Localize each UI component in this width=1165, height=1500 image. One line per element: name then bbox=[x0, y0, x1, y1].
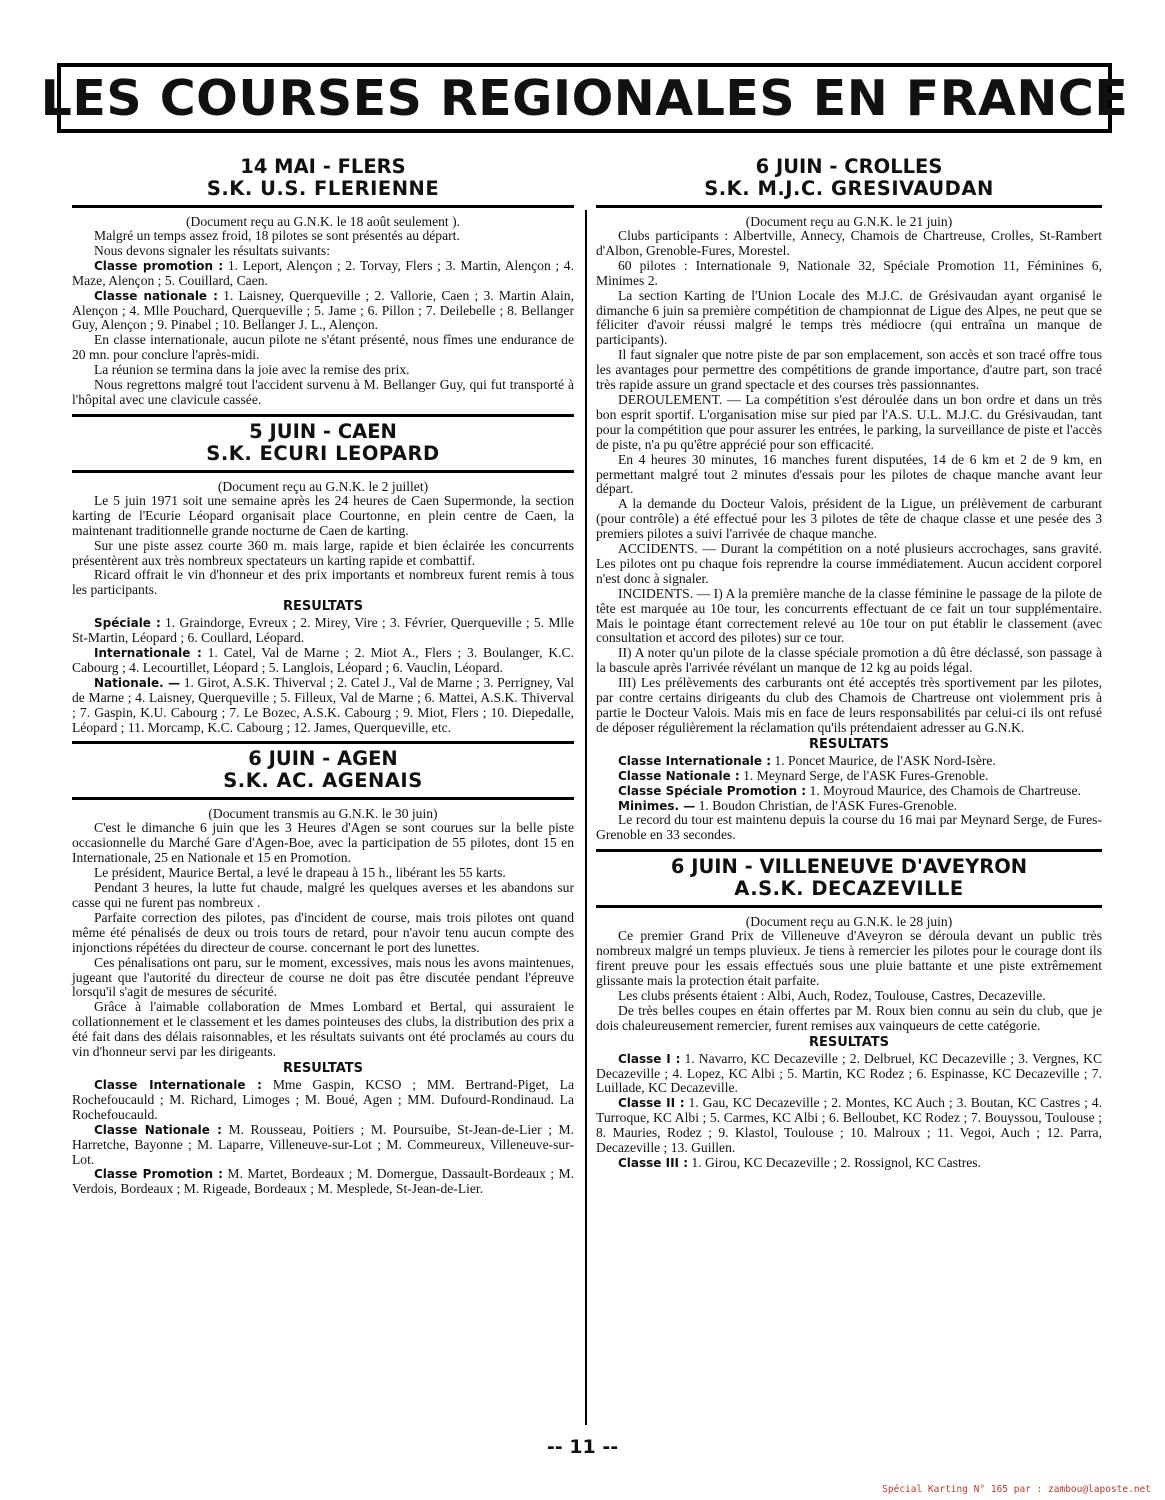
article-caen bbox=[72, 421, 574, 736]
class-results: M. Martet, Bordeaux ; M. Domergue, Dassault-Bordeaux ; M. Verdois, Bordeaux ; M. Rigeade, Bordeaux ; M. Mesplede, St-Jean-de-Lier. bbox=[72, 1166, 575, 1197]
divider bbox=[596, 905, 1102, 908]
article-date: 6 JUIN - AGEN bbox=[248, 747, 398, 771]
result-line bbox=[72, 1078, 574, 1123]
paragraph: A la demande du Docteur Valois, président de la Ligue, un prélèvement de carburant (pour contrôle) a été effectué pour les 3 pilotes de tête de chaque classe et une pesée des 3 premiers pilotes a suivi l'arrivée de chaque manche. bbox=[596, 496, 1102, 542]
paragraph: II) A noter qu'un pilote de la classe spéciale promotion a dû être déclassé, son passage à la bascule après l'arrivée révélant un manque de 12 kg au poids légal. bbox=[596, 645, 1102, 676]
paragraph: Nous regrettons malgré tout l'accident survenu à M. Bellanger Guy, qui fut transporté à l'hôpital avec une clavicule cassée. bbox=[72, 377, 574, 407]
article-club: S.K. ECURI LEOPARD bbox=[206, 441, 440, 465]
class-label: Classe Promotion : bbox=[94, 1167, 223, 1182]
page-title-banner bbox=[40, 63, 1129, 133]
article-heading bbox=[72, 421, 574, 465]
article-heading bbox=[72, 150, 574, 200]
article-agen bbox=[72, 748, 574, 1197]
class-results: 1. Leport, Alençon ; 2. Torvay, Flers ; 3. Martin, Alençon ; 4. Maze, Alençon ; 5. Couillard, Caen. bbox=[72, 257, 575, 288]
class-results: 1. Graindorge, Evreux ; 2. Mirey, Vire ; 3. Février, Querqueville ; 5. Mlle St-Martin, Léopard ; 6. Coullard, Léopard. bbox=[72, 615, 574, 646]
class-label: Minimes. — bbox=[618, 798, 696, 813]
paragraph: La section Karting de l'Union Locale des M.J.C. de Grésivaudan ayant organisé le dimanche 6 juin sa première compétition de championnat de Ligue des Alpes, ne peut que se féliciter d'avoir réussi malgré le temps très médiocre (qui entraîna un manque de participants). bbox=[596, 287, 1102, 348]
paragraph: Le record du tour est maintenu depuis la course du 16 mai par Meynard Serge, de Fures-Grenoble en 33 secondes. bbox=[596, 812, 1102, 843]
article-flers bbox=[72, 150, 574, 408]
result-line bbox=[72, 1167, 574, 1197]
divider bbox=[72, 470, 574, 473]
class-results: 1. Moyroud Maurice, des Chamois de Chartreuse. bbox=[806, 782, 1081, 798]
result-line bbox=[596, 769, 1102, 784]
page-number: -- 11 -- bbox=[546, 1436, 619, 1458]
result-line bbox=[596, 754, 1102, 769]
class-label: Internationale : bbox=[94, 646, 202, 661]
result-line bbox=[596, 1096, 1102, 1156]
paragraph: De très belles coupes en étain offertes par M. Roux bien connu au sein du club, que je dois chaleureusement remercier, furent remises aux vainqueurs de cette catégorie. bbox=[596, 1002, 1102, 1033]
paragraph: C'est le dimanche 6 juin que les 3 Heures d'Agen se sont courues sur la belle piste occasionnelle du Marché Gare d'Agen-Boe, avec la participation de 55 pilotes, dont 15 en Internationale, 25 en Nationale et 15 en Promotion. bbox=[72, 820, 574, 866]
divider bbox=[596, 205, 1102, 208]
class-label: Classe Nationale : bbox=[94, 1122, 222, 1137]
class-label: Spéciale : bbox=[94, 616, 161, 631]
class-results: 1. Laisney, Querqueville ; 2. Vallorie, Caen ; 3. Martin Alain, Alençon ; 4. Mlle Pouchard, Querqueville ; 5. Jame ; 6. Pillon ; 7. Deilebelle ; 8. Bellanger Guy, Alençon ; 9. Pinabel ; 10. Bellanger J. L., Alençon. bbox=[72, 287, 574, 333]
paragraph: Ricard offrait le vin d'honneur et des prix importants et nombreux furent remis à tous les participants. bbox=[72, 567, 574, 598]
class-label: Nationale. — bbox=[94, 675, 181, 690]
divider bbox=[72, 797, 574, 800]
results-heading: RESULTATS bbox=[808, 736, 890, 752]
article-club: S.K. U.S. FLERIENNE bbox=[206, 177, 440, 200]
result-line bbox=[72, 1123, 574, 1168]
class-label: Classe nationale : bbox=[94, 288, 218, 303]
article-club: S.K. AC. AGENAIS bbox=[223, 769, 423, 793]
divider bbox=[72, 741, 574, 744]
paragraph: III) Les prélèvements des carburants ont été acceptés très sportivement par les pilotes, par contre certains dirigeants du club des Chamois de Chartreuse ont violemment pris à partie le Docteur Valois. Mais mis en face de leurs responsabilités par celui-ci ils ont refusé de déposer régulièrement la réclamation qu'ils prétendaient adresser au G.N.K. bbox=[596, 675, 1102, 735]
paragraph: 60 pilotes : Internationale 9, Nationale 32, Spéciale Promotion 11, Féminines 6, Minimes 2. bbox=[596, 257, 1102, 288]
article-source: (Document transmis au G.N.K. le 30 juin) bbox=[208, 806, 438, 822]
article-heading bbox=[596, 856, 1102, 900]
result-line bbox=[72, 646, 574, 676]
paragraph: INCIDENTS. — I) A la première manche de la classe féminine le passage de la pilote de tête est marquée au 10e tour, les concurrents effectuant de ce fait un tour supplémentaire. Mais le pointage étant correctement relevé au 10e tour on put établir le classement (avec consultation et accord des pilotes) sur ce tour. bbox=[596, 585, 1102, 646]
right-column bbox=[596, 150, 1102, 1177]
paragraph: Parfaite correction des pilotes, pas d'incident de course, mais trois pilotes ont quand même été pénalisés de deux ou trois tours de retard, pour n'avoir tenu aucun compte des injonctions répétées du directeur de course. concernant le port des lunettes. bbox=[72, 909, 574, 955]
class-label: Classe Internationale : bbox=[618, 753, 772, 768]
class-results: 1. Girot, A.S.K. Thiverval ; 2. Catel J., Val de Marne ; 3. Perrigney, Val de Marne ; 4. Laisney, Querqueville ; 5. Filleux, Val de Marne ; 6. Mattei, A.S.K. Thiverval ; 7. Gaspin, K.U. Cabourg ; 7. Le Bozec, A.S.K. Cabourg ; 9. Miot, Flers ; 10. Diepedalle, Léopard ; 11. Morcamp, K.C. Cabourg ; 12. James, Querqueville, etc. bbox=[72, 674, 574, 735]
paragraph: DEROULEMENT. — La compétition s'est déroulée dans un bon ordre et dans un très bon esprit sportif. L'organisation mise sur pied par l'A.S. U.L. M.J.C. du Grésivaudan, tant pour la compétition que pour assurer les entrées, le parking, la surveillance de piste et l'accès de piste, n'a pu qu'être apprécié pour son efficacité. bbox=[596, 391, 1102, 452]
paragraph: La réunion se termina dans la joie avec la remise des prix. bbox=[94, 362, 410, 378]
class-label: Classe II : bbox=[618, 1096, 685, 1111]
result-line bbox=[596, 1052, 1102, 1097]
class-results: 1. Poncet Maurice, de l'ASK Nord-Isère. bbox=[771, 752, 996, 768]
result-line bbox=[596, 799, 1102, 814]
paragraph: Les clubs présents étaient : Albi, Auch, Rodez, Toulouse, Castres, Decazeville. bbox=[618, 987, 1046, 1003]
article-date: 6 JUIN - CROLLES bbox=[755, 155, 943, 178]
article-crolles bbox=[596, 150, 1102, 843]
result-line bbox=[72, 289, 574, 334]
article-source: (Document reçu au G.N.K. le 21 juin) bbox=[745, 214, 953, 229]
paragraph: En classe internationale, aucun pilote ne s'étant présenté, nous fîmes une endurance de 20 mn. pour conclure l'après-midi. bbox=[72, 332, 574, 363]
class-label: Classe Nationale : bbox=[618, 768, 740, 783]
paragraph: Le président, Maurice Bertal, a levé le drapeau à 15 h., libérant les 55 karts. bbox=[94, 865, 506, 881]
class-label: Classe III : bbox=[618, 1155, 688, 1170]
class-results: 1. Catel, Val de Marne ; 2. Miot A., Flers ; 3. Boulanger, K.C. Cabourg ; 4. Lecourtillet, Léopard ; 5. Langlois, Léopard ; 6. Vauclin, Léopard. bbox=[72, 645, 575, 675]
results-heading: RESULTATS bbox=[808, 1034, 890, 1050]
class-results: 1. Girou, KC Decazeville ; 2. Rossignol, KC Castres. bbox=[688, 1154, 981, 1170]
article-source: (Document reçu au G.N.K. le 2 juillet) bbox=[217, 478, 429, 494]
article-club: A.S.K. DECAZEVILLE bbox=[734, 877, 964, 901]
class-results: 1. Boudon Christian, de l'ASK Fures-Grenoble. bbox=[695, 797, 958, 813]
result-line bbox=[596, 784, 1102, 799]
class-results: M. Rousseau, Poitiers ; M. Poursuibe, St-Jean-de-Lier ; M. Harretche, Bayonne ; M. Laparre, Villeneuve-sur-Lot ; M. Commeureux, Villeneuve-sur-Lot. bbox=[72, 1121, 574, 1167]
article-date: 6 JUIN - VILLENEUVE D'AVEYRON bbox=[670, 855, 1028, 879]
paragraph: Ce premier Grand Prix de Villeneuve d'Aveyron se déroula devant un public très nombreux malgré un temps pluvieux. Je tiens à remercier les pilotes pour le courage dont ils firent preuve pour les essais effectués sous une pluie battante et une piste extrêmement glissante mais la protection était parfaite. bbox=[596, 928, 1102, 988]
result-line bbox=[72, 616, 574, 646]
paragraph: Pendant 3 heures, la lutte fut chaude, malgré les quelques averses et les abandons sur casse qui ne furent pas nombreux . bbox=[72, 880, 574, 910]
credit-line: Spécial Karting N° 165 par : zambou@laposte.net bbox=[882, 1484, 1151, 1495]
article-heading bbox=[72, 748, 574, 792]
page-title: LES COURSES REGIONALES EN FRANCE bbox=[40, 69, 1129, 127]
left-column bbox=[72, 150, 574, 1203]
results-heading: RESULTATS bbox=[282, 1060, 364, 1076]
class-label: Classe promotion : bbox=[94, 258, 224, 273]
paragraph: Malgré un temps assez froid, 18 pilotes se sont présentés au départ. bbox=[94, 228, 460, 243]
class-label: Classe Internationale : bbox=[94, 1077, 262, 1092]
paragraph: ACCIDENTS. — Durant la compétition on a noté plusieurs accrochages, sans gravité. Les pilotes ont pu chaque fois reprendre la course immédiatement. Aucun accident corporel n'est donc à signaler. bbox=[596, 541, 1102, 586]
divider bbox=[72, 414, 574, 417]
article-source: (Document reçu au G.N.K. le 18 août seulement ). bbox=[185, 214, 461, 229]
result-line bbox=[72, 259, 574, 289]
paragraph: En 4 heures 30 minutes, 16 manches furent disputées, 14 de 6 km et 2 de 9 km, en permettant malgré tout 2 minutes d'essais pour les pilotes de chaque manche avant leur départ. bbox=[596, 451, 1102, 497]
paragraph: Sur une piste assez courte 360 m. mais large, rapide et bien éclairée les concurrents présentèrent aux très nombreux spectateurs un karting rapide et combattif. bbox=[72, 537, 574, 568]
class-results: 1. Navarro, KC Decazeville ; 2. Delbruel, KC Decazeville ; 3. Vergnes, KC Decazeville ; 4. Lopez, KC Albi ; 5. Martin, KC Rodez ; 6. Espinasse, KC Decazeville ; 7. Luillade, KC Decazeville. bbox=[596, 1050, 1103, 1096]
article-source: (Document reçu au G.N.K. le 28 juin) bbox=[745, 914, 953, 930]
class-results: 1. Meynard Serge, de l'ASK Fures-Grenoble. bbox=[739, 767, 989, 783]
paragraph: Clubs participants : Albertville, Annecy, Chamois de Chartreuse, Crolles, St-Rambert d'Albon, Grenoble-Fures, Morestel. bbox=[596, 228, 1102, 258]
paragraph: Ces pénalisations ont paru, sur le moment, excessives, mais nous les avons maintenues, jugeant que l'autorité du directeur de course ne doit pas être discutée pendant l'épreuve lorsqu'il s'agit de mesures de sécurité. bbox=[72, 954, 574, 1000]
divider bbox=[596, 849, 1102, 852]
class-results: 1. Gau, KC Decazeville ; 2. Montes, KC Auch ; 3. Boutan, KC Castres ; 4. Turroque, KC Albi ; 5. Carmes, KC Albi ; 6. Belloubet, KC Rodez ; 7. Bouyssou, Toulouse ; 8. Mauries, Rodez ; 9. Klastol, Toulouse ; 10. Malroux ; 11. Vegoi, Auch ; 12. Parra, Decazeville ; 13. Guillen. bbox=[596, 1095, 1102, 1156]
paragraph: Il faut signaler que notre piste de par son emplacement, son accès et son tracé offre tous les avantages pour permettre des compétitions de grande importance, d'autre part, son tracé très rapide assure un grand spectacle et des courses très passionnantes. bbox=[596, 347, 1102, 393]
result-line bbox=[596, 1156, 1102, 1171]
paragraph: Le 5 juin 1971 soit une semaine après les 24 heures de Caen Supermonde, la section karting de l'Ecurie Léopard organisait place Courtonne, en plein centre de Caen, la maintenant traditionnelle grande nocturne de Caen de karting. bbox=[72, 492, 574, 538]
article-club: S.K. M.J.C. GRESIVAUDAN bbox=[704, 177, 994, 200]
article-date: 14 MAI - FLERS bbox=[240, 155, 406, 178]
class-label: Classe I : bbox=[618, 1051, 681, 1066]
article-villeneuve bbox=[596, 856, 1102, 1171]
paragraph: Nous devons signaler les résultats suivants: bbox=[94, 242, 330, 258]
paragraph: Grâce à l'aimable collaboration de Mmes Lombard et Bertal, qui assuraient le collationnement et le classement et les dames pointeuses des clubs, la distribution des prix a été fait dans des délais raisonnables, et les résultats suivants ont été proclamés au cours du vin d'honneur servi par les dirigeants. bbox=[72, 999, 574, 1060]
class-label: Classe Spéciale Promotion : bbox=[618, 783, 807, 798]
results-heading: RESULTATS bbox=[282, 599, 364, 615]
result-line bbox=[72, 676, 574, 736]
divider bbox=[72, 205, 574, 208]
article-heading bbox=[596, 150, 1102, 200]
article-date: 5 JUIN - CAEN bbox=[249, 419, 397, 443]
column-divider bbox=[585, 210, 587, 1425]
class-results: Mme Gaspin, KCSO ; MM. Bertrand-Piget, La Rochefoucauld ; M. Richard, Limoges ; M. Boué, Agen ; MM. Dufourd-Rondinaud. La Rochefoucauld. bbox=[72, 1076, 574, 1122]
